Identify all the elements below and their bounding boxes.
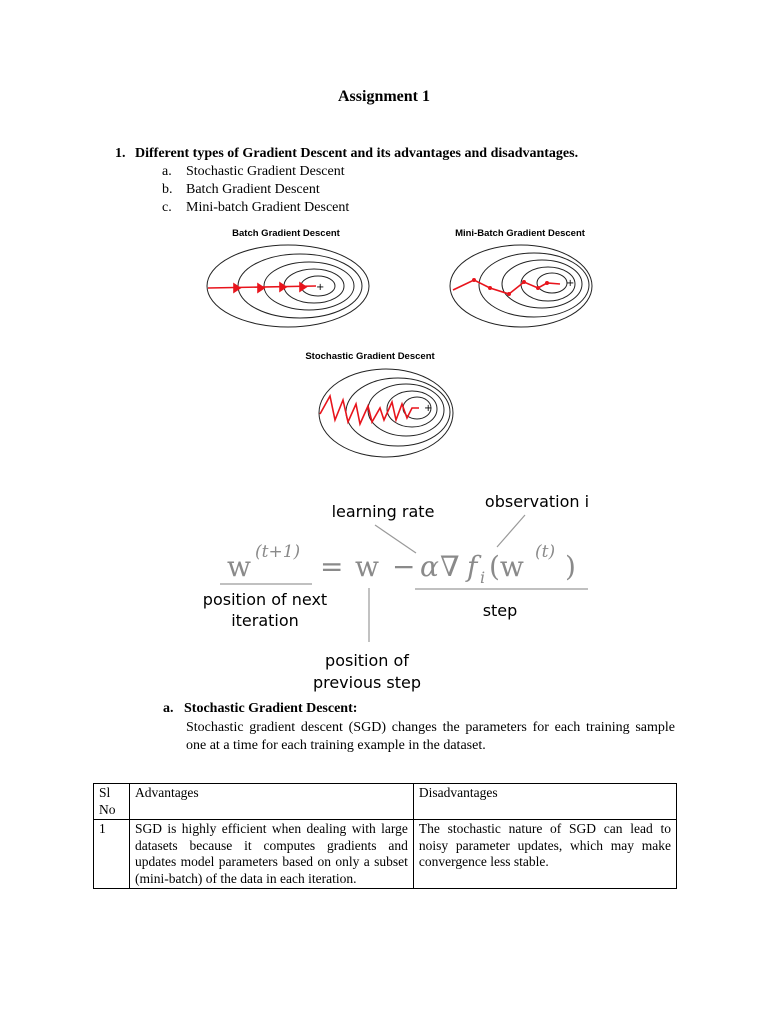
section-a-paragraph: Stochastic gradient descent (SGD) changes the parameters for each training sample one at a time for each training example in the dataset. bbox=[186, 720, 675, 753]
update-equation bbox=[227, 542, 576, 587]
batch-minimum-marker: + bbox=[316, 282, 325, 293]
minibatch-gd-label: Mini-Batch Gradient Descent bbox=[455, 228, 585, 239]
list-item bbox=[162, 182, 462, 200]
list-item-label: a. bbox=[162, 164, 172, 179]
gradient-descent-figure bbox=[190, 222, 620, 467]
update-rule-diagram bbox=[195, 485, 600, 695]
row-sl-no: 1 bbox=[94, 820, 130, 889]
stochastic-gd-label: Stochastic Gradient Descent bbox=[305, 351, 435, 362]
stochastic-minimum-marker: + bbox=[424, 403, 433, 414]
row-advantage: SGD is highly efficient when dealing with large datasets because it computes gradients and updates model parameters based on only a subset (mini-batch) of the data in each iteration. bbox=[129, 820, 413, 889]
header-advantages: Advantages bbox=[129, 784, 413, 820]
equation-alpha: α bbox=[420, 550, 439, 583]
list-item bbox=[162, 200, 462, 218]
equation-nabla: ∇ bbox=[440, 550, 460, 583]
observation-label: observation i bbox=[484, 492, 590, 511]
equation-equals: = bbox=[320, 550, 344, 583]
previous-position-label-line2: previous step bbox=[312, 673, 422, 692]
question-number: 1. bbox=[115, 146, 126, 161]
equation-argument-superscript: (t) bbox=[535, 542, 556, 562]
list-item bbox=[162, 164, 462, 182]
equation-lhs-superscript: (t+1) bbox=[255, 542, 301, 562]
stochastic-gd-path bbox=[320, 396, 419, 424]
question-text: Different types of Gradient Descent and its advantages and disadvantages. bbox=[135, 146, 579, 161]
equation-minus: − bbox=[392, 550, 416, 583]
list-item-label: b. bbox=[162, 182, 173, 197]
equation-f: f bbox=[467, 550, 478, 583]
minibatch-minimum-marker: + bbox=[566, 278, 575, 289]
learning-rate-label: learning rate bbox=[331, 502, 435, 521]
list-item-text: Mini-batch Gradient Descent bbox=[186, 200, 350, 215]
equation-f-subscript: i bbox=[480, 568, 486, 587]
document-title: Assignment 1 bbox=[337, 88, 430, 105]
equation-close-paren: ) bbox=[565, 550, 576, 583]
table-row bbox=[94, 820, 677, 889]
next-position-label-line1: position of next bbox=[202, 590, 328, 609]
list-item-text: Batch Gradient Descent bbox=[186, 182, 320, 197]
batch-gd-path bbox=[208, 283, 316, 292]
row-disadvantage: The stochastic nature of SGD can lead to noisy parameter updates, which may make convergence less stable. bbox=[413, 820, 676, 889]
gd-types-list bbox=[162, 164, 462, 224]
batch-gd-label: Batch Gradient Descent bbox=[232, 228, 340, 239]
list-item-label: c. bbox=[162, 200, 172, 215]
list-item-text: Stochastic Gradient Descent bbox=[186, 164, 345, 179]
equation-argument: (w bbox=[489, 550, 524, 583]
equation-w: w bbox=[355, 550, 379, 583]
table-header-row bbox=[94, 784, 677, 820]
previous-position-label-line1: position of bbox=[325, 651, 409, 670]
stochastic-gd-contours bbox=[319, 369, 453, 457]
equation-lhs: w bbox=[227, 550, 251, 583]
next-position-label-line2: iteration bbox=[231, 611, 299, 630]
step-label: step bbox=[482, 601, 518, 620]
header-disadvantages: Disadvantages bbox=[413, 784, 676, 820]
section-a-heading: a. Stochastic Gradient Descent: bbox=[163, 701, 358, 716]
sgd-pros-cons-table bbox=[93, 783, 677, 889]
header-sl-no: Sl No bbox=[94, 784, 130, 820]
question-heading bbox=[115, 146, 578, 162]
